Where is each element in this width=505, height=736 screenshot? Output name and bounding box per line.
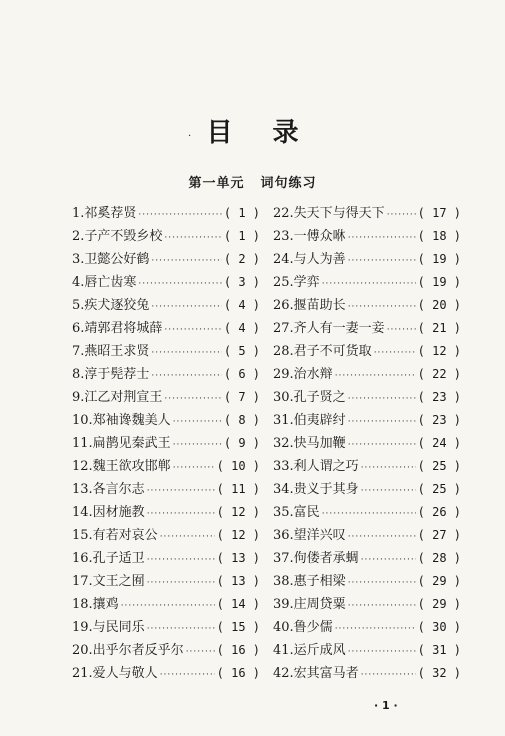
toc-dot-leader [361, 670, 416, 680]
toc-entry [273, 271, 461, 294]
toc-entry-page: ( 19 ) [417, 252, 461, 266]
toc-dot-leader [147, 555, 215, 565]
toc-dot-leader [361, 463, 416, 473]
toc-entry-title: 31.伯夷辟纣 [273, 413, 346, 428]
toc-entry-page: ( 4 ) [223, 321, 260, 335]
toc-entry-page: ( 12 ) [417, 344, 461, 358]
toc-entry [72, 662, 260, 685]
toc-entry [72, 455, 260, 478]
toc-entry-page: ( 23 ) [417, 413, 461, 427]
toc-entry-page: ( 6 ) [223, 367, 260, 381]
toc-entry [72, 478, 260, 501]
toc-dot-leader [348, 532, 416, 542]
toc-entry-title: 38.惠子相梁 [273, 574, 346, 589]
toc-entry-page: ( 29 ) [417, 597, 461, 611]
toc-entry [72, 409, 260, 432]
toc-entry-title: 11.扁鹊见秦武王 [72, 436, 171, 451]
toc-dot-leader [138, 210, 221, 220]
toc-entry-page: ( 2 ) [223, 252, 260, 266]
toc-dot-leader [160, 670, 215, 680]
toc-entry-title: 35.富民 [273, 505, 320, 520]
toc-entry [273, 248, 461, 271]
toc-entry-page: ( 26 ) [417, 505, 461, 519]
toc-dot-leader [348, 647, 416, 657]
toc-entry-title: 16.孔子适卫 [72, 551, 145, 566]
toc-dot-leader [361, 486, 416, 496]
toc-entry-page: ( 22 ) [417, 367, 461, 381]
toc-right-column [273, 202, 461, 685]
toc-entry [72, 202, 260, 225]
toc-dot-leader [374, 348, 416, 358]
toc-entry-title: 15.有若对哀公 [72, 528, 158, 543]
toc-entry-title: 1.祁奚荐贤 [72, 206, 137, 221]
toc-entry-page: ( 1 ) [223, 206, 260, 220]
toc-dot-leader [173, 417, 222, 427]
toc-entry [273, 294, 461, 317]
toc-entry-title: 4.唇亡齿寒 [72, 275, 137, 290]
toc-entry-page: ( 3 ) [223, 275, 260, 289]
toc-dot-leader [335, 624, 416, 634]
toc-entry-title: 36.望洋兴叹 [273, 528, 346, 543]
toc-entry-page: ( 4 ) [223, 298, 260, 312]
toc-entry-page: ( 32 ) [417, 666, 461, 680]
toc-entry-page: ( 23 ) [417, 390, 461, 404]
toc-dot-leader [151, 371, 221, 381]
toc-entry [273, 317, 461, 340]
toc-dot-leader [164, 233, 221, 243]
toc-entry [72, 271, 260, 294]
toc-dot-leader [160, 532, 215, 542]
toc-dot-leader [348, 440, 416, 450]
toc-entry-page: ( 21 ) [417, 321, 461, 335]
toc-entry-page: ( 10 ) [216, 459, 260, 473]
toc-entry-title: 8.淳于髡荐士 [72, 367, 150, 382]
toc-entry [273, 409, 461, 432]
toc-entry-page: ( 14 ) [216, 597, 260, 611]
toc-entry-title: 17.文王之囿 [72, 574, 145, 589]
toc-entry [273, 340, 461, 363]
toc-entry [273, 363, 461, 386]
toc-entry [273, 501, 461, 524]
toc-entry-page: ( 12 ) [216, 505, 260, 519]
toc-entry [273, 547, 461, 570]
toc-entry-page: ( 20 ) [417, 298, 461, 312]
toc-dot-leader [164, 325, 221, 335]
toc-dot-leader [361, 555, 416, 565]
toc-entry-page: ( 15 ) [216, 620, 260, 634]
toc-entry-page: ( 9 ) [223, 436, 260, 450]
toc-entry-title: 27.齐人有一妻一妾 [273, 321, 385, 336]
toc-entry [72, 363, 260, 386]
toc-entry-title: 32.快马加鞭 [273, 436, 346, 451]
toc-dot-leader [147, 486, 215, 496]
toc-entry [72, 547, 260, 570]
unit-topic: 词句练习 [260, 176, 317, 191]
unit-label: 第一单元 [188, 176, 245, 191]
toc-entry-title: 7.燕昭王求贤 [72, 344, 150, 359]
toc-entry [273, 386, 461, 409]
toc-entry-page: ( 1 ) [223, 229, 260, 243]
toc-entry [72, 639, 260, 662]
page-number: · 1 · [374, 699, 398, 712]
toc-entry-page: ( 29 ) [417, 574, 461, 588]
toc-entry-page: ( 16 ) [216, 666, 260, 680]
toc-dot-leader [151, 348, 221, 358]
toc-dot-leader [348, 394, 416, 404]
toc-entry-page: ( 19 ) [417, 275, 461, 289]
toc-entry-title: 40.鲁少儒 [273, 620, 333, 635]
toc-entry-page: ( 25 ) [417, 482, 461, 496]
toc-entry [72, 294, 260, 317]
toc-entry-title: 18.攘鸡 [72, 597, 119, 612]
toc-entry-title: 12.魏王欲攻邯郸 [72, 459, 171, 474]
toc-entry-page: ( 11 ) [216, 482, 260, 496]
toc-entry-page: ( 8 ) [223, 413, 260, 427]
toc-entry [72, 593, 260, 616]
toc-entry-page: ( 31 ) [417, 643, 461, 657]
toc-entry [72, 317, 260, 340]
toc-dot-leader [147, 509, 215, 519]
toc-dot-leader [387, 325, 416, 335]
toc-entry-title: 20.出乎尔者反乎尔 [72, 643, 184, 658]
toc-entry-title: 33.利人谓之巧 [273, 459, 359, 474]
toc-entry [273, 478, 461, 501]
toc-entry [72, 570, 260, 593]
toc-entry [72, 225, 260, 248]
toc-dot-leader [387, 210, 416, 220]
toc-entry-title: 13.各言尔志 [72, 482, 145, 497]
toc-entry [72, 340, 260, 363]
toc-entry-page: ( 30 ) [417, 620, 461, 634]
toc-entry-page: ( 27 ) [417, 528, 461, 542]
toc-entry-title: 30.孔子贤之 [273, 390, 346, 405]
toc-entry [273, 616, 461, 639]
toc-entry-page: ( 28 ) [417, 551, 461, 565]
toc-entry-title: 29.治水辩 [273, 367, 333, 382]
toc-dot-leader [164, 394, 221, 404]
toc-entry-title: 3.卫懿公好鹤 [72, 252, 150, 267]
toc-entry-page: ( 7 ) [223, 390, 260, 404]
toc-dot-leader [121, 601, 215, 611]
toc-dot-leader [151, 256, 221, 266]
toc-entry-page: ( 18 ) [417, 229, 461, 243]
toc-dot-leader [147, 578, 215, 588]
toc-entry-title: 21.爱人与敬人 [72, 666, 158, 681]
toc-entry [72, 386, 260, 409]
toc-dot-leader [147, 624, 215, 634]
toc-dot-leader [322, 509, 416, 519]
toc-entry [273, 639, 461, 662]
toc-dot-leader [348, 578, 416, 588]
toc-dot-leader [173, 440, 222, 450]
title-dot: . [188, 128, 192, 139]
toc-dot-leader [348, 233, 416, 243]
toc-entry [273, 225, 461, 248]
toc-entry-title: 5.疾犬逐狡兔 [72, 298, 150, 313]
toc-entry-title: 22.失天下与得天下 [273, 206, 385, 221]
toc-dot-leader [322, 279, 416, 289]
unit-heading [0, 172, 505, 191]
toc-dot-leader [138, 279, 221, 289]
toc-entry-page: ( 25 ) [417, 459, 461, 473]
toc-entry-title: 34.贵义于其身 [273, 482, 359, 497]
toc-dot-leader [151, 302, 221, 312]
toc-entry [273, 662, 461, 685]
toc-entry [273, 570, 461, 593]
toc-dot-leader [186, 647, 215, 657]
toc-entry [273, 593, 461, 616]
page-title: 目录 [206, 118, 339, 148]
toc-entry-title: 39.庄周贷粟 [273, 597, 346, 612]
toc-entry-title: 14.因材施教 [72, 505, 145, 520]
toc-entry-page: ( 13 ) [216, 574, 260, 588]
toc-left-column [72, 202, 260, 685]
toc-entry-title: 6.靖郭君将城薛 [72, 321, 163, 336]
toc-dot-leader [348, 417, 416, 427]
toc-entry [72, 432, 260, 455]
toc-entry-title: 19.与民同乐 [72, 620, 145, 635]
toc-entry-title: 2.子产不毁乡校 [72, 229, 163, 244]
toc-entry-title: 41.运斤成风 [273, 643, 346, 658]
toc-entry [273, 524, 461, 547]
toc-entry-title: 28.君子不可货取 [273, 344, 372, 359]
toc-entry-page: ( 24 ) [417, 436, 461, 450]
toc-entry [273, 202, 461, 225]
toc-entry-title: 37.佝偻者承蜩 [273, 551, 359, 566]
toc-entry-page: ( 13 ) [216, 551, 260, 565]
toc-dot-leader [348, 601, 416, 611]
toc-entry-title: 23.一傅众咻 [273, 229, 346, 244]
toc-entry [273, 455, 461, 478]
toc-dot-leader [348, 302, 416, 312]
toc-entry [72, 616, 260, 639]
toc-entry-title: 26.揠苗助长 [273, 298, 346, 313]
toc-entry [72, 501, 260, 524]
toc-entry [72, 248, 260, 271]
toc-entry-title: 24.与人为善 [273, 252, 346, 267]
toc-entry [273, 432, 461, 455]
toc-dot-leader [173, 463, 215, 473]
toc-entry-title: 9.江乙对荆宣王 [72, 390, 163, 405]
toc-dot-leader [348, 256, 416, 266]
toc-entry [72, 524, 260, 547]
toc-entry-page: ( 5 ) [223, 344, 260, 358]
toc-entry-page: ( 16 ) [216, 643, 260, 657]
toc-entry-title: 25.学弈 [273, 275, 320, 290]
toc-entry-title: 42.宏其富马者 [273, 666, 359, 681]
toc-entry-page: ( 17 ) [417, 206, 461, 220]
toc-entry-page: ( 12 ) [216, 528, 260, 542]
toc-dot-leader [335, 371, 416, 381]
toc-entry-title: 10.郑袖谗魏美人 [72, 413, 171, 428]
